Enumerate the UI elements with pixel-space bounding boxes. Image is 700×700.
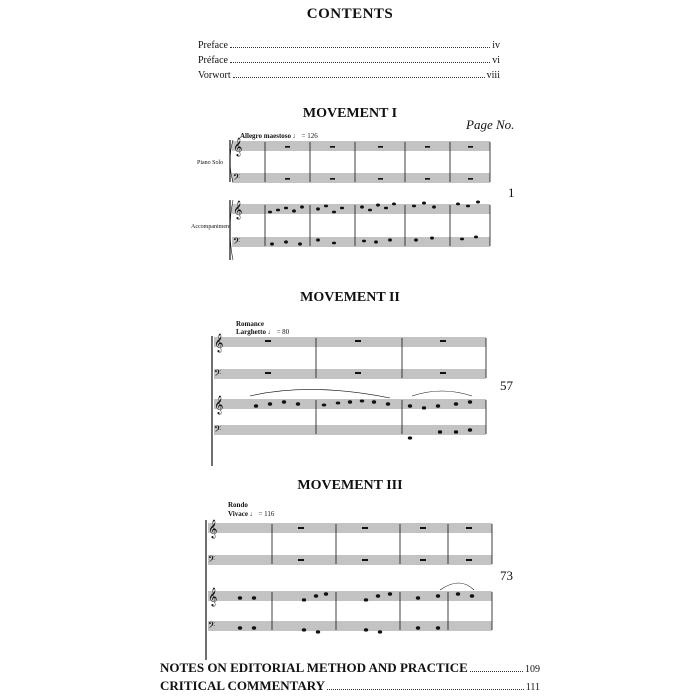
contents-title: CONTENTS <box>306 6 394 22</box>
movement-3-subtitle: Rondo <box>228 501 248 509</box>
tempo-text: Allegro maestoso <box>240 132 291 140</box>
movement-3-page: 73 <box>500 568 513 583</box>
svg-text:𝄢: 𝄢 <box>214 368 222 381</box>
movement-1-page: 1 <box>508 185 515 200</box>
toc-entry-critical-commentary[interactable] <box>160 678 540 694</box>
svg-text:𝄢: 𝄢 <box>214 424 222 437</box>
svg-text:𝄞: 𝄞 <box>214 333 224 352</box>
toc-label: Préface <box>198 55 228 66</box>
svg-text:𝄞: 𝄞 <box>233 137 243 156</box>
metronome-mark: ♩ = 116 <box>249 510 275 518</box>
toc-label: NOTES ON EDITORIAL METHOD AND PRACTICE <box>160 660 468 675</box>
movement-1-heading: MOVEMENT I <box>302 106 398 121</box>
svg-text:𝄞: 𝄞 <box>208 519 218 538</box>
page-no-heading: Page No. <box>466 117 515 132</box>
toc-label: Vorwort <box>198 70 231 81</box>
svg-text:𝄢: 𝄢 <box>233 236 241 249</box>
svg-text:𝄞: 𝄞 <box>214 395 224 414</box>
toc-leader-dots <box>327 689 524 690</box>
svg-text:𝄢: 𝄢 <box>208 554 216 567</box>
svg-text:𝄢: 𝄢 <box>233 172 241 185</box>
toc-label: CRITICAL COMMENTARY <box>160 678 326 693</box>
toc-label: Preface <box>198 40 228 51</box>
movement-2-page: 57 <box>500 378 513 393</box>
tempo-text: Larghetto <box>236 328 266 336</box>
toc-page: vi <box>492 55 500 66</box>
toc-entry-editorial-notes[interactable] <box>160 660 540 676</box>
movement-2-heading: MOVEMENT II <box>300 290 400 305</box>
movement-2-subtitle: Romance <box>236 320 264 328</box>
toc-page: iv <box>492 40 500 51</box>
tempo-text: Vivace <box>228 510 248 518</box>
movement-3-heading: MOVEMENT III <box>297 478 403 493</box>
staff-label-accompaniment: Accompaniment <box>191 224 231 230</box>
staff-label-piano-solo: Piano Solo <box>197 160 224 166</box>
toc-page: viii <box>486 70 500 81</box>
metronome-mark: ♩ = 126 <box>292 132 318 140</box>
metronome-mark: ♩ = 80 <box>267 328 290 336</box>
svg-text:𝄞: 𝄞 <box>233 200 243 219</box>
toc-page: 109 <box>525 664 540 675</box>
toc-leader-dots <box>470 671 523 672</box>
toc-page: 111 <box>525 682 540 693</box>
svg-text:𝄢: 𝄢 <box>208 620 216 633</box>
svg-text:𝄞: 𝄞 <box>208 587 218 606</box>
